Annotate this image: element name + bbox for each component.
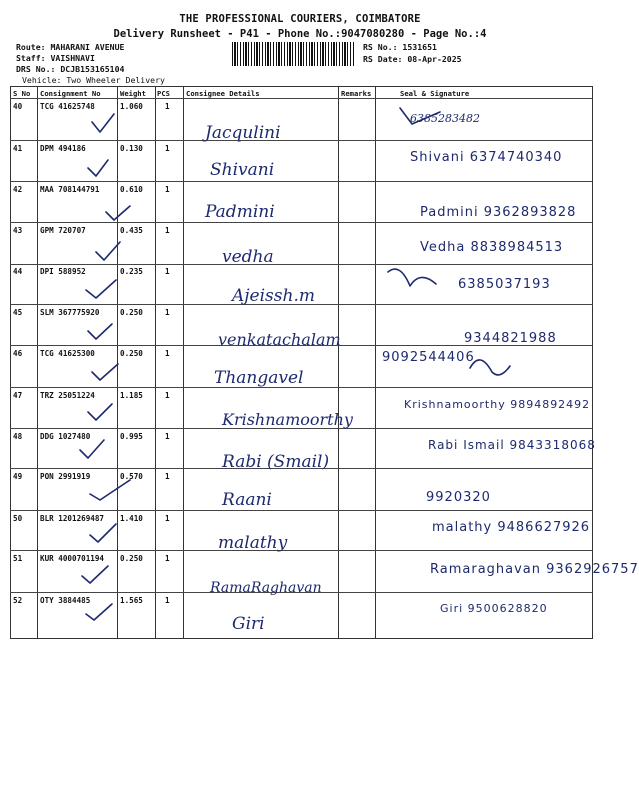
signature: 6385283482 xyxy=(410,112,480,125)
col-consignee: Consignee Details xyxy=(186,89,260,98)
barcode xyxy=(232,42,354,66)
signature: Giri 9500628820 xyxy=(440,602,548,615)
consignee-name: Padmini xyxy=(205,202,275,222)
row-weight: 0.995 xyxy=(120,432,143,441)
row-sno: 51 xyxy=(13,554,23,563)
row-consignment: TCG 41625748 xyxy=(40,102,95,111)
row-sno: 49 xyxy=(13,472,23,481)
vehicle-label: Vehicle: Two Wheeler Delivery xyxy=(22,75,165,85)
consignee-name: Jacqulini xyxy=(205,123,281,143)
row-pcs: 1 xyxy=(165,226,170,235)
col-sno: S No xyxy=(13,89,31,98)
row-consignment: PON 2991919 xyxy=(40,472,91,481)
col-pcs: PCS xyxy=(157,89,170,98)
staff-label: Staff: VAISHNAVI xyxy=(16,53,95,63)
row-weight: 1.565 xyxy=(120,596,143,605)
row-pcs: 1 xyxy=(165,391,170,400)
signature: Krishnamoorthy 9894892492 xyxy=(404,398,591,411)
consignee-name: Raani xyxy=(222,490,272,510)
consignee-name: Krishnamoorthy xyxy=(222,410,353,429)
row-consignment: MAA 708144791 xyxy=(40,185,100,194)
signature: Vedha 8838984513 xyxy=(420,240,564,255)
row-weight: 1.410 xyxy=(120,514,143,523)
row-consignment: TRZ 25051224 xyxy=(40,391,95,400)
consignee-name: Shivani xyxy=(210,160,275,180)
row-consignment: BLR 1201269487 xyxy=(40,514,105,523)
consignee-name: Ajeissh.m xyxy=(232,286,315,306)
row-consignment: DDG 1027480 xyxy=(40,432,91,441)
row-weight: 0.235 xyxy=(120,267,143,276)
row-pcs: 1 xyxy=(165,554,170,563)
drs-number: DRS No.: DCJB153165104 xyxy=(16,64,125,74)
row-sno: 50 xyxy=(13,514,23,523)
row-consignment: SLM 367775920 xyxy=(40,308,100,317)
signature: Shivani 6374740340 xyxy=(410,150,563,165)
row-weight: 0.250 xyxy=(120,349,143,358)
row-pcs: 1 xyxy=(165,349,170,358)
row-pcs: 1 xyxy=(165,267,170,276)
consignee-name: Thangavel xyxy=(214,368,304,388)
row-sno: 44 xyxy=(13,267,23,276)
route-label: Route: MAHARANI AVENUE xyxy=(16,42,125,52)
row-sno: 47 xyxy=(13,391,23,400)
col-consignment: Consignment No xyxy=(40,89,101,98)
row-sno: 41 xyxy=(13,144,23,153)
col-remarks: Remarks xyxy=(341,89,372,98)
row-sno: 40 xyxy=(13,102,23,111)
row-sno: 45 xyxy=(13,308,23,317)
row-pcs: 1 xyxy=(165,144,170,153)
signature: 6385037193 xyxy=(458,277,551,292)
document-title: THE PROFESSIONAL COURIERS, COIMBATORE xyxy=(179,13,421,25)
row-sno: 43 xyxy=(13,226,23,235)
row-weight: 0.610 xyxy=(120,185,143,194)
row-consignment: TCG 41625300 xyxy=(40,349,95,358)
row-pcs: 1 xyxy=(165,596,170,605)
row-pcs: 1 xyxy=(165,432,170,441)
document-subtitle: Delivery Runsheet - P41 - Phone No.:9047080280 - Page No.:4 xyxy=(113,28,487,40)
consignee-name: RamaRaghavan xyxy=(210,580,322,596)
signature: 9092544406 xyxy=(382,350,475,365)
row-weight: 0.570 xyxy=(120,472,143,481)
row-pcs: 1 xyxy=(165,472,170,481)
row-sno: 42 xyxy=(13,185,23,194)
col-weight: Weight xyxy=(120,89,146,98)
row-weight: 0.250 xyxy=(120,308,143,317)
row-weight: 0.250 xyxy=(120,554,143,563)
consignee-name: malathy xyxy=(218,533,288,553)
row-weight: 0.435 xyxy=(120,226,143,235)
consignee-name: venkatachalam xyxy=(218,330,341,349)
row-sno: 46 xyxy=(13,349,23,358)
row-sno: 48 xyxy=(13,432,23,441)
signature: Padmini 9362893828 xyxy=(420,205,577,220)
signature: 9920320 xyxy=(426,490,491,505)
row-pcs: 1 xyxy=(165,102,170,111)
signature: 9344821988 xyxy=(464,331,557,346)
consignee-name: vedha xyxy=(222,247,274,267)
row-consignment: OTY 3884485 xyxy=(40,596,91,605)
row-pcs: 1 xyxy=(165,308,170,317)
rs-date: RS Date: 08-Apr-2025 xyxy=(363,54,462,64)
row-consignment: DPI 588952 xyxy=(40,267,86,276)
col-signature: Seal & Signature xyxy=(400,89,470,98)
signature: Ramaraghavan 9362926757 xyxy=(430,562,639,577)
row-consignment: DPM 494186 xyxy=(40,144,86,153)
signature: Rabi Ismail 9843318068 xyxy=(428,438,596,452)
row-consignment: GPM 720707 xyxy=(40,226,86,235)
row-pcs: 1 xyxy=(165,514,170,523)
signature: malathy 9486627926 xyxy=(432,520,591,535)
row-weight: 0.130 xyxy=(120,144,143,153)
row-weight: 1.060 xyxy=(120,102,143,111)
consignee-name: Giri xyxy=(232,614,265,634)
row-pcs: 1 xyxy=(165,185,170,194)
rs-number: RS No.: 1531651 xyxy=(363,42,437,52)
row-consignment: KUR 4000701194 xyxy=(40,554,105,563)
row-weight: 1.185 xyxy=(120,391,143,400)
consignee-name: Rabi (Smail) xyxy=(222,452,330,472)
row-sno: 52 xyxy=(13,596,23,605)
